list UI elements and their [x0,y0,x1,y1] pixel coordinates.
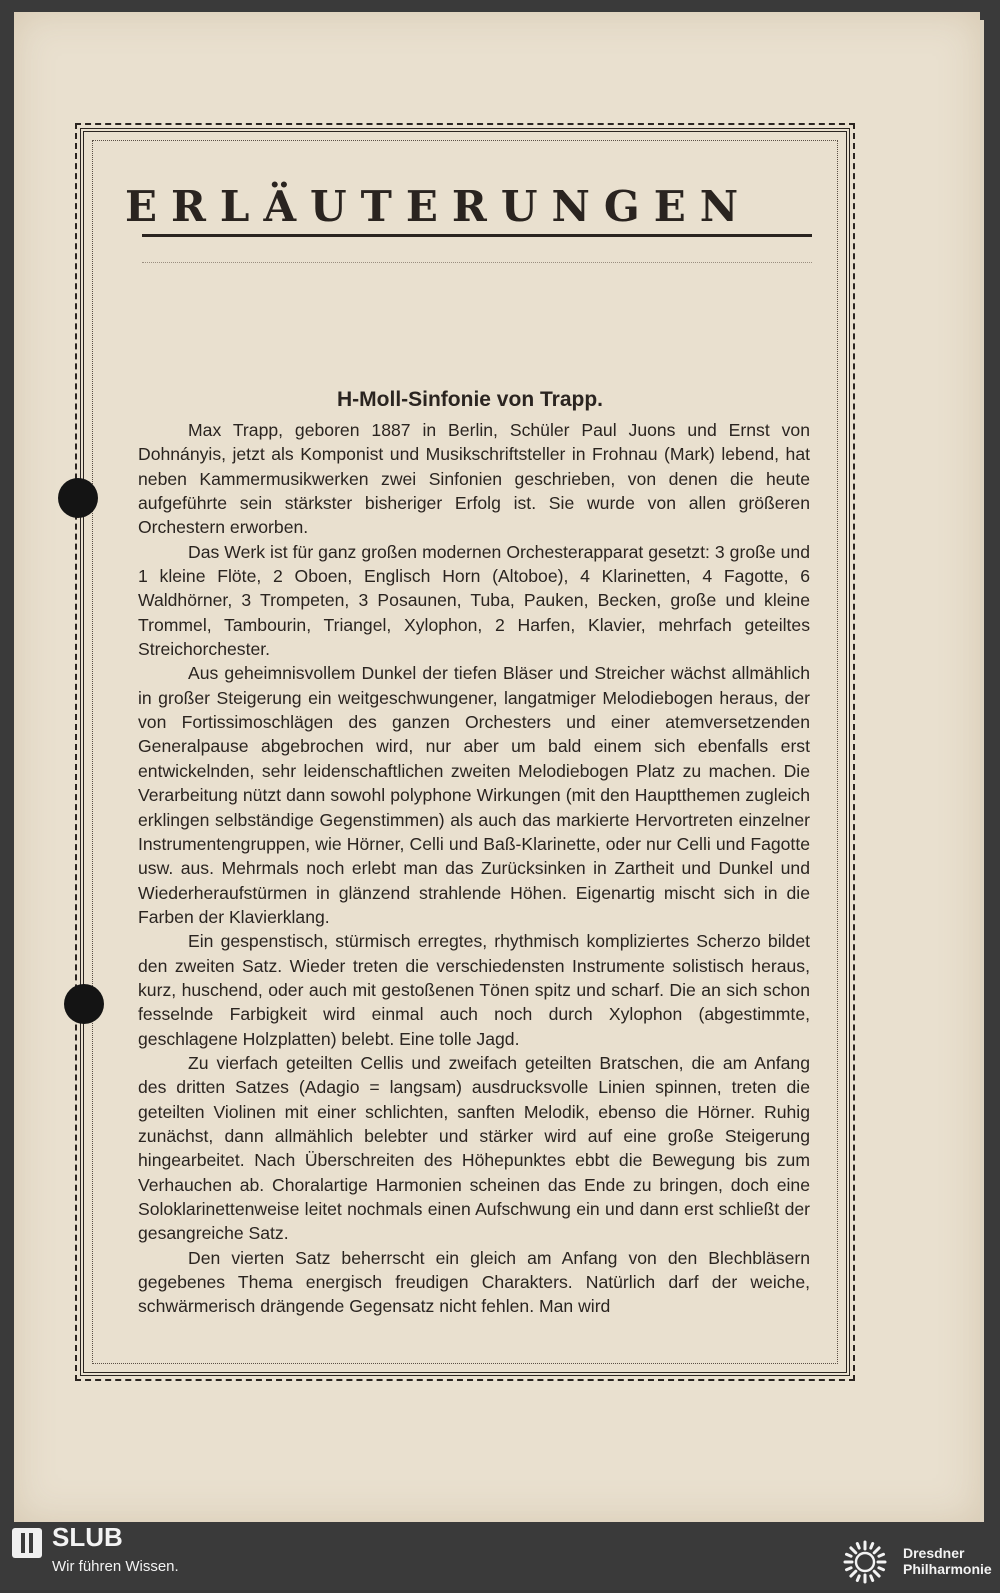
slub-tagline: Wir führen Wissen. [52,1558,179,1575]
paragraph-5: Zu vierfach geteilten Cellis und zweifach geteilten Bratschen, die am Anfang des dritten Satzes (Adagio = langsam) ausdrucksvolle Linien spinnen, treten die geteilten Violinen mit einer schlichten, sanften Melodik, ebenso die Hörner. Ruhig zunächst, dann allmählich belebter und stärker wird auf eine große Steigerung hingearbeitet. Nach Überschreiten des Höhepunktes ebbt die Bewegung bis zum Verhauchen ab. Choralartige Harmonien scheinen das Ende zu bringen, doch eine Soloklarinettenweise leitet nochmals einen Aufschwung ein und dann erst schließt der gesangreiche Satz. [138,1052,810,1244]
philharmonie-logo-icon[interactable] [843,1540,887,1584]
symphony-title [0,388,966,412]
philharmonie-line-1: Dresdner [903,1545,965,1561]
heading-underline [142,234,812,237]
paragraph-3: Aus geheimnisvollem Dunkel der tiefen Bläser und Streicher wächst allmählich in großer Steigerung ein weitgeschwungener, langatmiger Melodiebogen heraus, der von Fortissimoschlägen des ganzen Orchesters und einer atemversetzenden Generalpause abgebrochen wird, nur aber um bald einem sich ebenfalls erst entwickelnden, sehr leidenschaftlichen zweiten Melodiebogen Platz zu machen. Die Verarbeitung nützt dann sowohl polyphone Wirkungen (mit den Hauptthemen zugleich erklingen selbständige Gegenstimmen) als auch das markierte Hervortreten einzelner Instrumentengruppen, wie Hörner, Celli und Baß-Klarinette, oder nur Celli und Fagotte usw. aus. Mehrmals noch erlebt man das Zurücksinken in Zartheit und Dunkel und Wiederheraufstürmen in glänzend strahlende Höhen. Eigenartig mischt sich in die Farben der Klavierklang. [138,663,810,927]
paragraph-4: Ein gespenstisch, stürmisch erregtes, rhythmisch kompliziertes Scherzo bildet den zweiten Satz. Wieder treten die verschiedensten Instrumente solistisch heraus, kurz, huschend, oder auch mit gestoßenen Tönen spitz und scharf. Die an sich schon fesselnde Farbigkeit wird einmal auch noch durch Xylophon (abgestimmte, geschlagene Holzplatten) belebt. Eine tolle Jagd. [138,931,810,1049]
heading-faint-rule [142,262,812,263]
slub-logo-icon[interactable] [12,1528,42,1558]
paragraph-6: Den vierten Satz beherrscht ein gleich am Anfang von den Blechbläsern gegebenes Thema energisch freudigen Charakters. Natürlich darf der weiche, schwärmerisch drängende Gegensatz nicht fehlen. Man wird [138,1247,810,1317]
body-text [138,418,810,1319]
paragraph-2: Das Werk ist für ganz großen modernen Orchesterapparat gesetzt: 3 große und 1 kleine Flöte, 2 Oboen, Englisch Horn (Altoboe), 4 Klarinetten, 4 Fagotte, 6 Waldhörner, 3 Trompeten, 3 Posaunen, Tuba, Pauken, Becken, große und kleine Trommel, Tambourin, Triangel, Xylophon, 2 Harfen, Klavier, mehrfach geteiltes Streichorchester. [138,541,810,660]
paragraph-1: Max Trapp, geboren 1887 in Berlin, Schüler Paul Juons und Ernst von Dohnányis, jetzt als Komponist und Musikschriftsteller in Frohnau (Mark) lebend, hat neben Kammermusikwerken zwei Sinfonien geschrieben, von denen die heute aufgeführte sein stärkster bisheriger Erfolg ist. Sie wurde von allen größeren Orchestern erworben. [138,420,810,538]
punch-hole-upper [58,478,98,518]
philharmonie-logo-text[interactable] [903,1545,998,1577]
philharmonie-line-2: Philharmonie [903,1561,992,1577]
symphony-title-text: H-Moll-Sinfonie von Trapp. [337,388,603,411]
slub-logo-text[interactable]: SLUB [52,1522,123,1552]
page-heading: ERLÄUTERUNGEN [125,182,753,231]
punch-hole-lower [64,984,104,1024]
